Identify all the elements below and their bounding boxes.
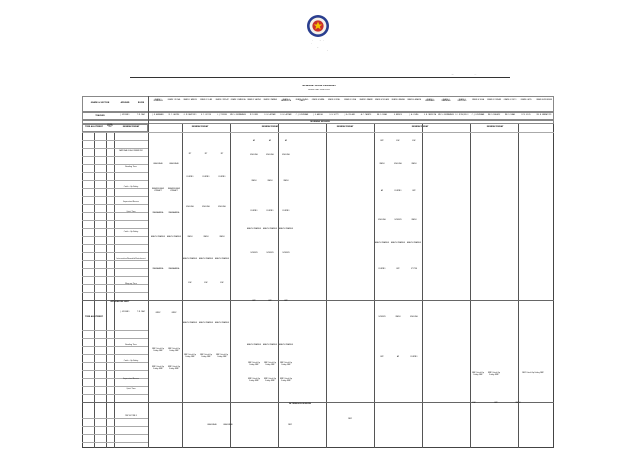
hlth-c: HEALTH (MAPEH) <box>214 258 230 260</box>
fil-f: FILIPINO <box>410 356 418 358</box>
room-label: ROOM <box>137 102 145 104</box>
epp-3: EPP <box>284 300 288 302</box>
hl-1: HEALTH (MAPEH) <box>246 228 262 230</box>
g3d: GRADE 6 CHICO <box>503 100 517 101</box>
eng-d: ENGLISH <box>394 163 402 165</box>
g4a-teacher: E. H. LAZZARI <box>280 115 292 116</box>
g4a: GRADE 4 SAMPAGUITA <box>280 100 292 102</box>
math-g: MATH <box>395 316 401 318</box>
g1d-teacher: MB. S. GERMAPARIS <box>438 115 454 116</box>
g5a-teacher: E. H. SOTTI <box>329 115 339 116</box>
epp-d: EPP <box>412 190 416 192</box>
header-department: Department of Education <box>308 43 330 44</box>
nrp-b: NRP Catch-Up Friday NRP <box>200 354 212 358</box>
adviser-label: ADVISER <box>120 102 130 104</box>
col-divider-main <box>148 96 149 448</box>
mf-col-6: MONDAY-FRIDAY <box>486 126 504 128</box>
recess-2: Supervised Recess <box>123 378 139 380</box>
g2b: GRADE 2 ULAN <box>199 100 212 101</box>
nrp-2: NRP Catch-Up Friday NRP <box>168 348 180 352</box>
g6c-teacher: J. A. LOVAS <box>409 115 419 116</box>
g3d-teacher: MB. S. SIBAS <box>504 115 516 116</box>
gmrc-4: GMRC <box>171 312 177 314</box>
g4c-teacher: J. S. ABULIA <box>313 115 323 116</box>
mapeh-a: HEALTH (MAPEH) <box>182 322 198 324</box>
program-title: GENERAL CLASS PROGRAM <box>302 85 336 87</box>
epp-2: EPP <box>268 300 272 302</box>
catch-up: Catch - Up Friday <box>123 186 139 188</box>
g1e-teacher: E. I. RONQUILLO <box>455 115 469 116</box>
nmp-4: NMP Catch-Up Friday NMP <box>263 378 277 382</box>
epp-1: EPP <box>252 300 256 302</box>
esp-e: ESP <box>412 140 416 142</box>
col-divider-b <box>230 124 231 448</box>
g1d: GRADE 2 MANSANAS <box>441 100 451 102</box>
math-c: MATH <box>219 236 225 238</box>
catch-up-3: Catch - Up Friday <box>123 360 139 362</box>
flag-ceremony: NATIONAL FLAG CEREMONY <box>119 150 143 152</box>
mt-3: MT <box>220 153 224 155</box>
time-allotment-label-2: TIME ALLOTMENT <box>85 316 103 318</box>
last-group-teacher: MS. B. MAMACOTE <box>536 115 552 116</box>
gmrc-3: GMRC <box>155 312 161 314</box>
nrp-g: NRP Catch-Up Friday NRP <box>472 372 484 376</box>
eng-c: ENGLISH <box>218 206 226 208</box>
g2e: GRADE 5 DURIAN <box>487 100 501 101</box>
col-divider-c <box>278 124 279 448</box>
g2c-teacher: L. J. TORRES <box>217 115 227 116</box>
sci-3: SCIENCE <box>282 252 290 254</box>
quiet-time: Quiet Time <box>126 211 136 213</box>
g5a: GRADE 5 RIZAL <box>327 100 341 101</box>
nrp-bottom: NRP <box>288 424 292 426</box>
hl-2: HEALTH (MAPEH) <box>262 228 278 230</box>
g1-adviser-2: T. M. DALY <box>136 312 146 313</box>
epp-g: EPP <box>494 402 498 404</box>
kinder-teacher: S. B. CARDOZA <box>423 115 437 116</box>
wrap-up: Wrap up Time <box>125 283 137 285</box>
g1-teacher-2: J. MORENO <box>120 312 130 313</box>
mak-2b: MAKABANSA <box>168 268 180 270</box>
teacher-header-row <box>82 112 554 120</box>
g3a-teacher: MB. S. GERMAPARIS <box>230 115 246 116</box>
eng-1: ENGLISH <box>250 154 258 156</box>
g3a: GRADE 3 MANGGA <box>230 100 246 101</box>
epp-f: EPP <box>380 356 384 358</box>
mf-col-4: MONDAY-FRIDAY <box>336 126 354 128</box>
lang-2: LANGUAGE <box>169 163 179 165</box>
schedule-table <box>82 96 554 448</box>
col-divider-d <box>326 124 327 448</box>
gmrc-1: HEALTH (MAPEH) <box>150 236 166 238</box>
hl-3: HEALTH (MAPEH) <box>278 228 294 230</box>
g4b-teacher: C. J. LUSUMBAN <box>295 115 309 116</box>
mf-col-2: MONDAY-FRIDAY <box>191 126 209 128</box>
ap-d: AP <box>380 190 384 192</box>
mapeh-b: HEALTH (MAPEH) <box>198 322 214 324</box>
hl-f: HEALTH (MAPEH) <box>406 242 422 244</box>
fil-1: FILIPINO <box>250 210 258 212</box>
g5b-teacher: J. A. VILLARO <box>344 115 356 116</box>
mapeh-3: HEALTH (MAPEH) <box>278 344 294 346</box>
math-2: MATH <box>267 180 273 182</box>
mt-2: MT <box>204 153 208 155</box>
lang-bottom-1: LANGUAGE <box>207 424 217 426</box>
header-address: Address / Brgy., Mun., Division, Prov. Philippines <box>441 74 480 75</box>
ap-1: AP <box>252 140 256 142</box>
makabansa-2: MAKABANSA <box>168 212 180 214</box>
g6b-teacher: E. BRINOS <box>393 115 403 116</box>
eng-3: ENGLISH <box>282 154 290 156</box>
nrp-3: NRP Catch-Up Friday NRP <box>248 362 260 366</box>
header-region: Region IV <box>315 47 323 48</box>
header-school: SAMPLE INTEGRATED ELEMENTARY SCHOOL <box>299 53 339 54</box>
nmp-5: NMP Catch-Up Friday NMP <box>279 378 293 382</box>
quiet-time-2: Quiet Time <box>126 388 136 390</box>
lang-1: LANGUAGE <box>153 163 163 165</box>
eng-b: ENGLISH <box>202 206 210 208</box>
mak-1b: MAKABANSA <box>152 268 164 270</box>
col-divider-a <box>182 124 183 448</box>
grade-header-row <box>82 96 554 112</box>
math-1: MATH <box>251 180 257 182</box>
g1c-teacher: M. C. LASTRE <box>168 115 180 116</box>
ap-3: AP <box>284 140 288 142</box>
nrp-bottom-2: NRP <box>348 418 352 420</box>
math-a: MATH <box>187 236 193 238</box>
esp-d: ESP <box>396 140 400 142</box>
reading-time-2: Reading Time <box>125 344 137 346</box>
ap-f: AP <box>396 356 400 358</box>
g3b-teacher: M. D. BRIS <box>249 115 259 116</box>
g6c: GRADE 6 AKASYA <box>407 100 421 101</box>
hlth-a: HEALTH (MAPEH) <box>182 258 198 260</box>
sci-1: SCIENCE <box>250 252 258 254</box>
math-e: MATH <box>411 163 417 165</box>
g3c: GRADE 3 PAPAYA <box>263 100 277 101</box>
eng-e: ENGLISH <box>378 219 386 221</box>
ap-2: AP <box>268 140 272 142</box>
g4b: GRADE 4 ILANG-ILANG <box>295 100 309 102</box>
math-3: MATH <box>283 180 289 182</box>
g1b: GRADE 1 GUMAMELA <box>153 100 163 102</box>
col-divider-h <box>518 124 519 448</box>
esp-b: ESP <box>204 282 208 284</box>
esp-a: ESP <box>188 282 192 284</box>
fil-3: FILIPINO <box>282 210 290 212</box>
hl-d: HEALTH (MAPEH) <box>374 242 390 244</box>
esp-g: ESP <box>472 402 476 404</box>
col-divider-e <box>374 124 375 448</box>
math-b: MATH <box>203 236 209 238</box>
total-min-label: TOTAL MIN. OF DAY <box>106 124 114 128</box>
grade-section-label: GRADE & SECTION <box>90 102 110 104</box>
g2a: GRADE 2 AMBON <box>183 100 197 101</box>
circle-time: CIRCLE TIME 2 <box>124 415 138 417</box>
nrp-4: NRP Catch-Up Friday NRP <box>264 362 276 366</box>
nmp-2: NMP Catch-Up Friday NMP <box>167 366 181 370</box>
header-divider <box>130 77 510 78</box>
nmp-g: NMP Catch-Up Friday NMP <box>487 372 501 376</box>
mf-col-5: MONDAY-FRIDAY <box>411 126 429 128</box>
g1c: GRADE 1 ROSAL <box>167 100 181 101</box>
g2d: GRADE 4 SUHA <box>471 100 485 101</box>
mapeh-2: HEALTH (MAPEH) <box>262 344 278 346</box>
afternoon-session-label: AFTERNOON SESSION <box>289 403 311 405</box>
nrp-5: NRP Catch-Up Friday NRP <box>280 362 292 366</box>
g6a-teacher: RB. S. SIBAS <box>377 115 387 116</box>
mf-col-3: MONDAY-FRIDAY <box>261 126 279 128</box>
g1b-teacher: J. R. ABRAYAN <box>152 115 164 116</box>
nmp-3: NMP Catch-Up Friday NMP <box>247 378 261 382</box>
g3b: GRADE 3 SAGING <box>247 100 261 101</box>
nrp-a: NRP Catch-Up Friday NRP <box>184 354 196 358</box>
time-allotment-label: TIME ALLOTMENT <box>85 126 103 128</box>
nrp-h: NRP Catch-Up Friday NRP <box>522 372 544 374</box>
eng-a: ENGLISH <box>186 206 194 208</box>
last-group: GRADE EVERGREEN <box>536 100 552 101</box>
g4c: GRADE 4 DAMA <box>311 100 325 101</box>
nrp-c: NRP Catch-Up Friday NRP <box>216 354 228 358</box>
fil-c: FILIPINO <box>218 176 226 178</box>
read-lit-1: READING AND LITERACY <box>151 188 164 192</box>
hl-e: HEALTH (MAPEH) <box>390 242 406 244</box>
eng-f: ENGLISH <box>410 316 418 318</box>
makabansa-1: MAKABANSA <box>152 212 164 214</box>
mapeh-c: HEALTH (MAPEH) <box>214 322 230 324</box>
sci-2: SCIENCE <box>266 252 274 254</box>
teacher-label: TEACHER <box>95 115 105 117</box>
g2a-teacher: G. M. SARTORIO <box>183 115 197 116</box>
intervention: Intervention/Remedial/Enrichment <box>116 258 146 260</box>
g2c: GRADE 2 KIDLAT <box>215 100 229 101</box>
g6a: GRADE 6 MOLAVE <box>374 100 390 101</box>
nmp-1: NMP Catch-Up Friday NMP <box>151 366 165 370</box>
header-division: Schools Division of City <box>309 50 329 51</box>
monday-friday-label: MONDAY-FRIDAY <box>122 126 140 128</box>
g5c: GRADE 5 MABINI <box>359 100 373 101</box>
fil-d: FILIPINO <box>394 190 402 192</box>
math-h: MATH <box>515 402 521 404</box>
fil-a: FILIPINO <box>186 176 194 178</box>
g3e: GRADE 6 ATIS <box>520 100 532 101</box>
reading-time: Reading Time <box>125 166 137 168</box>
eng-2: ENGLISH <box>266 154 274 156</box>
fil-b: FILIPINO <box>202 176 210 178</box>
esp-c: ESP <box>220 282 224 284</box>
math-d: MATH <box>379 163 385 165</box>
sci-e: SCIENCE <box>378 316 386 318</box>
g3e-teacher: R. M. SOLIS <box>521 115 531 116</box>
afternoon-shift-label: AFTERNOON SHIFT <box>110 301 130 303</box>
recess-1: Supervised Recess <box>123 201 139 203</box>
g1e: GRADE 3 LANZONES <box>457 100 467 102</box>
read-lit-2: READING AND LITERACY <box>167 188 180 192</box>
g5b: GRADE 5 LUNA <box>344 100 356 101</box>
epp-e: EPP <box>396 268 400 270</box>
header-republic: Republika ng Pilipinas <box>310 40 328 41</box>
nrp-1: NRP Catch-Up Friday NRP <box>152 348 164 352</box>
col-divider-g <box>470 124 471 448</box>
g2b-teacher: E. C. LUCCHI <box>200 115 211 116</box>
catch-up-2: Catch - Up Friday <box>123 231 139 233</box>
fil-e: FILIPINO <box>378 268 386 270</box>
epp-a: EPP <box>380 140 384 142</box>
g3c-teacher: E. H. LAZZARI <box>264 115 276 116</box>
school-year: School Year 2024-2025 <box>308 89 330 91</box>
g1-adviser: T. M. DALY <box>136 115 146 116</box>
deped-seal-icon <box>306 14 330 38</box>
mapeh-1: HEALTH (MAPEH) <box>246 344 262 346</box>
fil-2: FILIPINO <box>266 210 274 212</box>
kinder: GRADE 1 KALAMANSI <box>425 100 435 102</box>
g5c-teacher: A. C. CANETE <box>360 115 372 116</box>
g2e-teacher: MB. S. MALAZU <box>487 115 501 116</box>
lang-bottom-2: LANGUAGE <box>223 424 233 426</box>
ict-e: ICT-TVE <box>410 268 418 270</box>
gmrc-2: HEALTH (MAPEH) <box>166 236 182 238</box>
g1-teacher: J. MORENO <box>120 115 130 116</box>
col-divider-f <box>422 124 423 448</box>
g6b: GRADE 6 NARRA <box>391 100 405 101</box>
g2d-teacher: C. J. LUSUMBAN <box>471 115 485 116</box>
sci-d: SCIENCE <box>394 219 402 221</box>
hlth-b: HEALTH (MAPEH) <box>198 258 214 260</box>
math-f: MATH <box>411 219 417 221</box>
mt-1: MT <box>188 153 192 155</box>
morning-session-label: MORNING SESSION <box>310 120 330 123</box>
